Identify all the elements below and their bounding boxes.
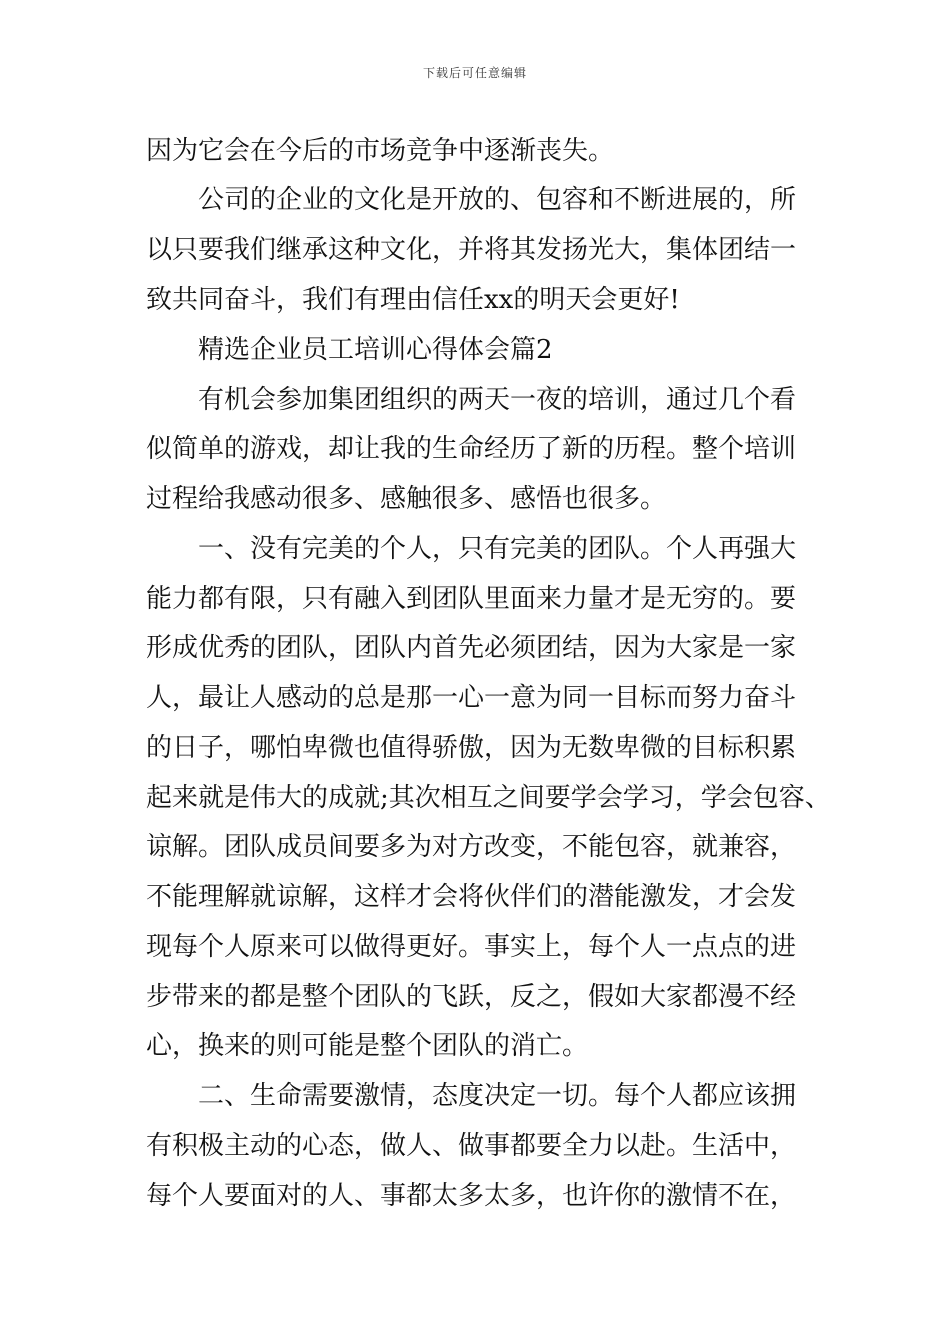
section-heading: 精选企业员工培训心得体会篇2 (146, 335, 553, 365)
page-header: 下载后可任意编辑 (422, 66, 527, 80)
body-line: 因为它会在今后的市场竞争中逐渐丧失。 (146, 136, 615, 166)
body-line: 公司的企业的文化是开放的、包容和不断进展的，所 (146, 185, 797, 215)
body-line: 每个人要面对的人、事都太多太多，也许你的激情不在， (146, 1181, 797, 1211)
body-line: 过程给我感动很多、感触很多、感悟也很多。 (146, 484, 667, 514)
body-line: 有积极主动的心态，做人、做事都要全力以赴。生活中， (146, 1131, 797, 1161)
body-line: 有机会参加集团组织的两天一夜的培训，通过几个看 (146, 385, 797, 415)
body-line: 一、没有完美的个人，只有完美的团队。个人再强大 (146, 534, 797, 564)
body-line: 心，换来的则可能是整个团队的消亡。 (146, 1031, 589, 1061)
body-line: 不能理解就谅解，这样才会将伙伴们的潜能激发，才会发 (146, 882, 797, 912)
body-line: 能力都有限，只有融入到团队里面来力量才是无穷的。要 (146, 584, 797, 614)
body-line: 以只要我们继承这种文化，并将其发扬光大，集体团结一 (146, 235, 797, 265)
body-line: 步带来的都是整个团队的飞跃，反之，假如大家都漫不经 (146, 982, 797, 1012)
body-line: 人，最让人感动的总是那一心一意为同一目标而努力奋斗 (146, 683, 797, 713)
body-line: 起来就是伟大的成就;其次相互之间要学会学习，学会包容、 (146, 783, 831, 813)
body-line: 形成优秀的团队，团队内首先必须团结，因为大家是一家 (146, 633, 797, 663)
body-line: 现每个人原来可以做得更好。事实上，每个人一点点的进 (146, 932, 797, 962)
body-line: 的日子，哪怕卑微也值得骄傲，因为无数卑微的目标积累 (146, 733, 797, 763)
body-line: 谅解。团队成员间要多为对方改变，不能包容，就兼容， (146, 832, 797, 862)
body-line: 似简单的游戏，却让我的生命经历了新的历程。整个培训 (146, 434, 797, 464)
body-line: 二、生命需要激情，态度决定一切。每个人都应该拥 (146, 1081, 797, 1111)
body-line: 致共同奋斗，我们有理由信任xx的明天会更好! (146, 285, 680, 315)
